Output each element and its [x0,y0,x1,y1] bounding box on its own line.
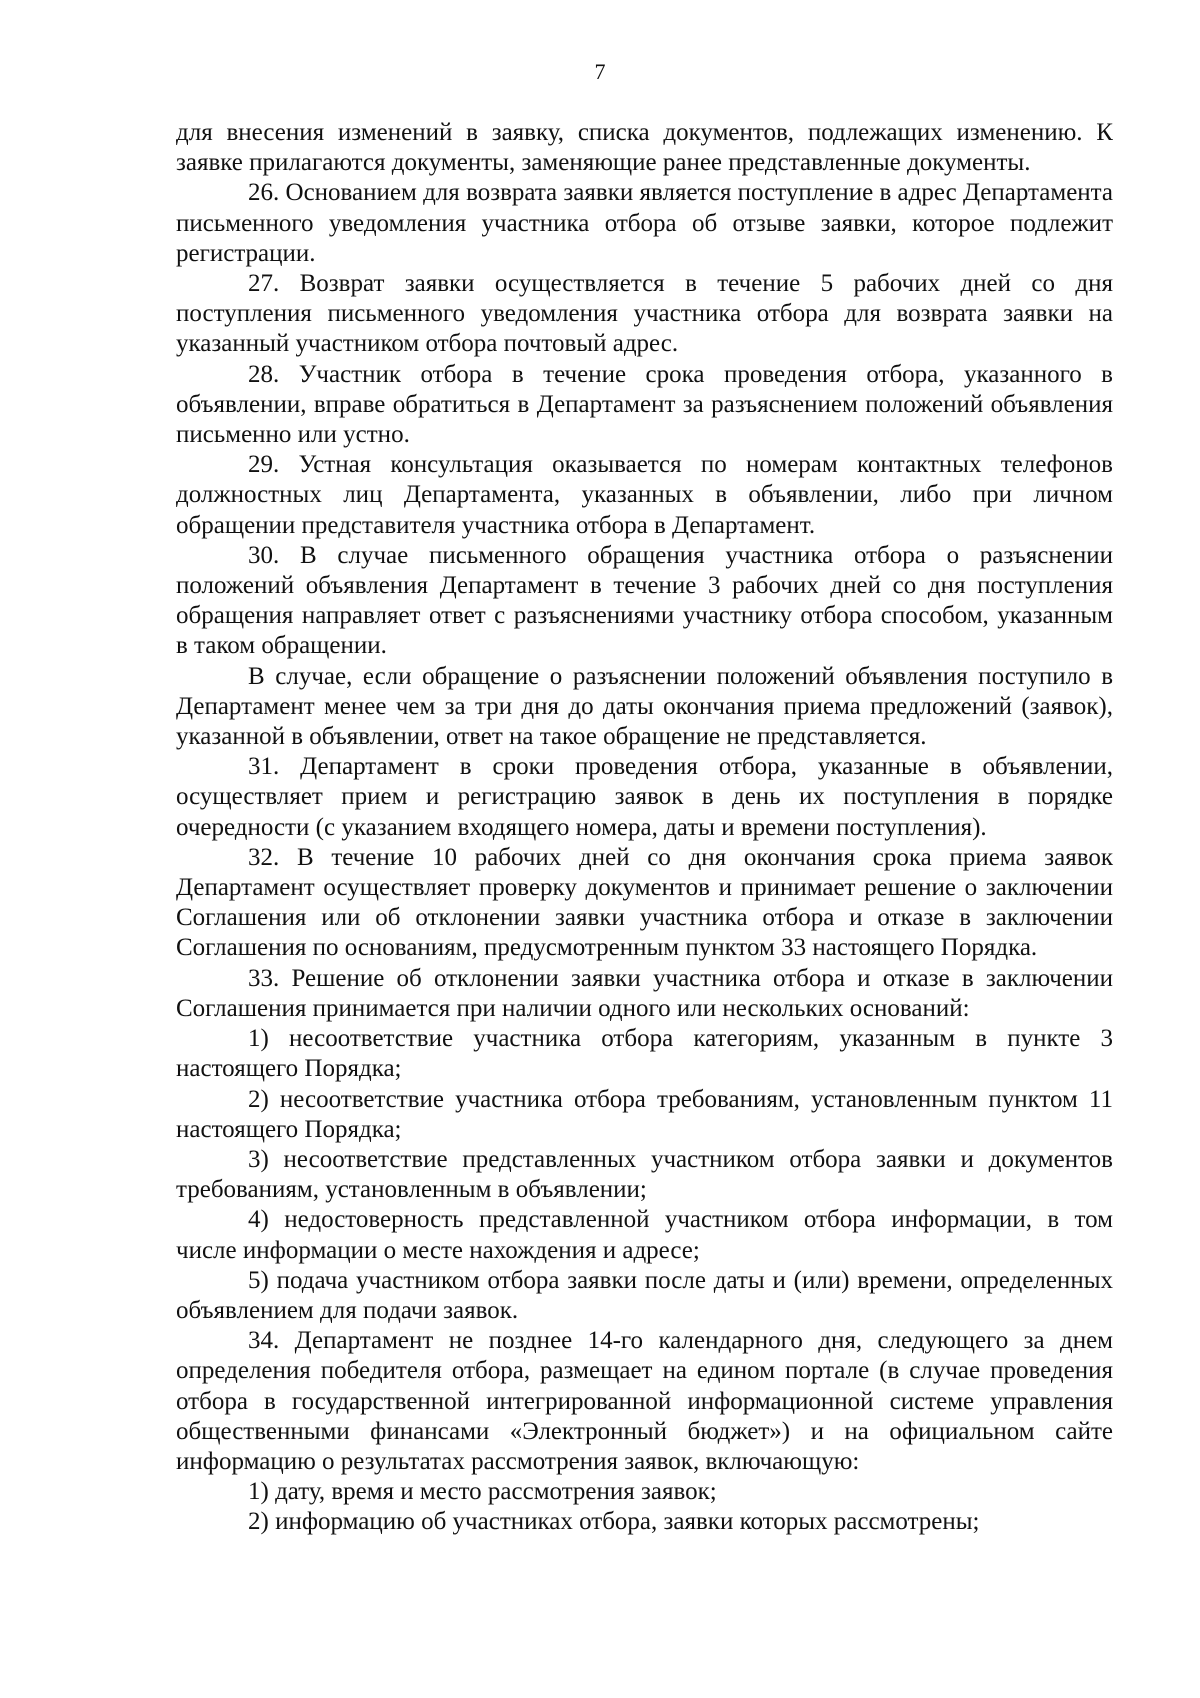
list-item-33-2: 2) несоответствие участника отбора требованиям, установленным пунктом 11 настоящего Порядка; [176,1085,1113,1143]
paragraph-item-34: 34. Департамент не позднее 14-го календарного дня, следующего за днем определения победителя отбора, размещает на едином портале (в случае проведения отбора в государственной интегрированной информационной системе управления общественными финансами «Электронный бюджет») и на официальном сайте информацию о результатах рассмотрения заявок, включающую: [176,1327,1113,1475]
paragraph-item-30-note: В случае, если обращение о разъяснении положений объявления поступило в Департамент менее чем за три дня до даты окончания приема предложений (заявок), указанной в объявлении, ответ на такое обращение не представляется. [176,662,1113,751]
paragraph-item-28: 28. Участник отбора в течение срока проведения отбора, указанного в объявлении, вправе обратиться в Департамент за разъяснением положений объявления письменно или устно. [176,360,1113,449]
list-item-34-2: 2) информацию об участниках отбора, заявки которых рассмотрены; [248,1508,980,1536]
list-item-33-4: 4) недостоверность представленной участником отбора информации, в том числе информации о месте нахождения и адресе; [176,1206,1113,1264]
list-item-34-1: 1) дату, время и место рассмотрения заявок; [248,1478,717,1506]
paragraph-item-32: 32. В течение 10 рабочих дней со дня окончания срока приема заявок Департамент осуществляет проверку документов и принимает решение о заключении Соглашения или об отклонении заявки участника отбора и отказе в заключении Соглашения по основаниям, предусмотренным пунктом 33 настоящего Порядка. [176,843,1113,962]
paragraph-item-33: 33. Решение об отклонении заявки участника отбора и отказе в заключении Соглашения принимается при наличии одного или нескольких оснований: [176,964,1113,1022]
document-body [176,118,1113,1538]
paragraph-item-27: 27. Возврат заявки осуществляется в течение 5 рабочих дней со дня поступления письменного уведомления участника отбора для возврата заявки на указанный участником отбора почтовый адрес. [176,270,1113,358]
paragraph-item-31: 31. Департамент в сроки проведения отбора, указанные в объявлении, осуществляет прием и регистрацию заявок в день их поступления в порядке очередности (с указанием входящего номера, даты и времени поступления). [176,753,1113,841]
paragraph-item-30: 30. В случае письменного обращения участника отбора о разъяснении положений объявления Департамент в течение 3 рабочих дней со дня поступления обращения направляет ответ с разъяснениями участнику отбора способом, указанным в таком обращении. [176,541,1113,660]
paragraph-continuation: для внесения изменений в заявку, списка документов, подлежащих изменению. К заявке прилагаются документы, заменяющие ранее представленные документы. [176,119,1113,177]
list-item-33-5: 5) подача участником отбора заявки после даты и (или) времени, определенных объявлением для подачи заявок. [176,1266,1113,1324]
paragraph-item-26: 26. Основанием для возврата заявки является поступление в адрес Департамента письменного уведомления участника отбора об отзыве заявки, которое подлежит регистрации. [176,179,1113,267]
paragraph-item-29: 29. Устная консультация оказывается по номерам контактных телефонов должностных лиц Департамента, указанных в объявлении, либо при личном обращении представителя участника отбора в Департамент. [176,451,1113,539]
page-number: 7 [594,59,606,84]
list-item-33-1: 1) несоответствие участника отбора категориям, указанным в пункте 3 настоящего Порядка; [176,1025,1113,1083]
list-item-33-3: 3) несоответствие представленных участником отбора заявки и документов требованиям, установленным в объявлении; [176,1145,1113,1204]
